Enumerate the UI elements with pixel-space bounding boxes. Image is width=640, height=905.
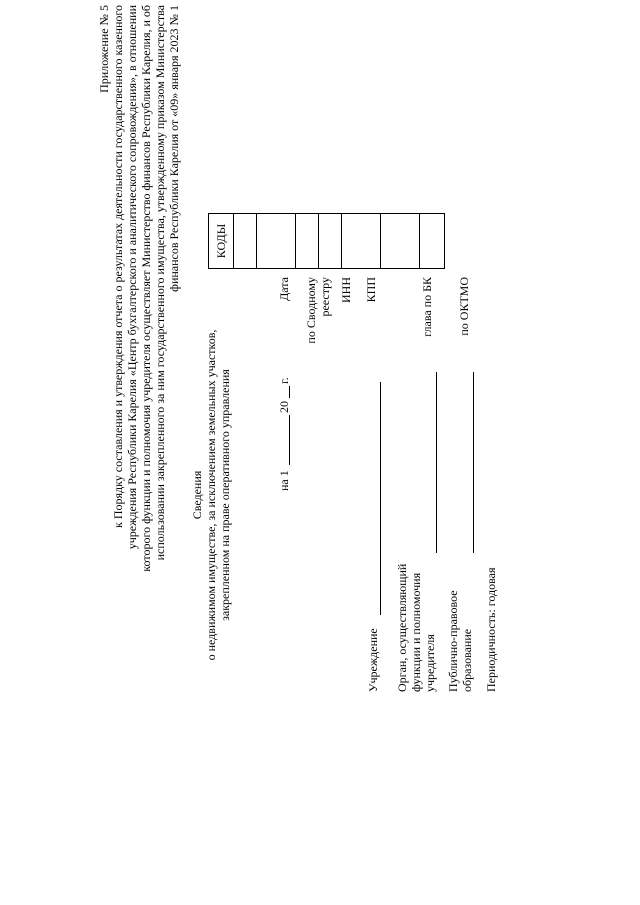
field-periodicity: Периодичность: годовая (484, 567, 498, 692)
label-glava-bk: глава по БК (420, 277, 434, 337)
code-cell-inn (296, 214, 319, 269)
field-institution-label: Учреждение (366, 628, 380, 692)
label-inn: ИНН (339, 277, 353, 303)
code-cell-date (234, 214, 257, 269)
field-pub-entity-label: образование (460, 628, 474, 692)
appendix-number: Приложение № 5 (97, 5, 111, 93)
appendix-text-line: финансов Республики Карелия от «09» января 2023 № 1 (167, 5, 181, 292)
appendix-text-line: к Порядку составления и утверждения отчета о результатах деятельности государственного казенного (111, 5, 125, 528)
field-founder-label: учредителя (423, 634, 437, 692)
label-svodny: реестру (318, 277, 332, 317)
code-cell-oktmo (381, 214, 420, 269)
label-date: Дата (277, 277, 291, 301)
code-cell-kpp (319, 214, 342, 269)
date-suffix: г. (277, 377, 291, 384)
document-subtitle: закрепленном на праве оперативного управления (218, 369, 232, 621)
appendix-text-line: учреждения Республики Карелия «Центр бухгалтерского и аналитического сопровождения», в отношении (125, 5, 139, 550)
field-pub-entity-line (461, 372, 474, 553)
label-svodny: по Сводному (304, 277, 318, 344)
date-blank-year (276, 386, 290, 398)
field-founder-line (424, 372, 437, 553)
code-cell-svodny (257, 214, 296, 269)
field-founder-label: Орган, осуществляющий (395, 563, 409, 692)
codes-header: КОДЫ (209, 214, 234, 269)
appendix-text-line: которого функции и полномочия учредителя осуществляет Министерство финансов Республики Карелия, и об (139, 5, 153, 572)
date-prefix: на 1 (277, 470, 291, 491)
document-heading: Сведения (190, 470, 204, 520)
document-subtitle: о недвижимом имуществе, за исключением земельных участков, (204, 329, 218, 661)
label-oktmo: по ОКТМО (457, 277, 471, 336)
label-kpp: КПП (364, 277, 378, 303)
field-institution-line (368, 382, 381, 615)
code-cell-periodicity (420, 214, 445, 269)
date-year-prefix: 20 (277, 401, 291, 413)
field-pub-entity-label: Публично-правовое (446, 590, 460, 692)
date-blank-day (276, 415, 290, 465)
codes-table (208, 213, 445, 269)
field-founder-label: функции и полномочия (409, 572, 423, 692)
appendix-text-line: использовании закрепленного за ним государственного имущества, утвержденному приказом Министерства (153, 5, 167, 561)
code-cell-glava-bk (342, 214, 381, 269)
